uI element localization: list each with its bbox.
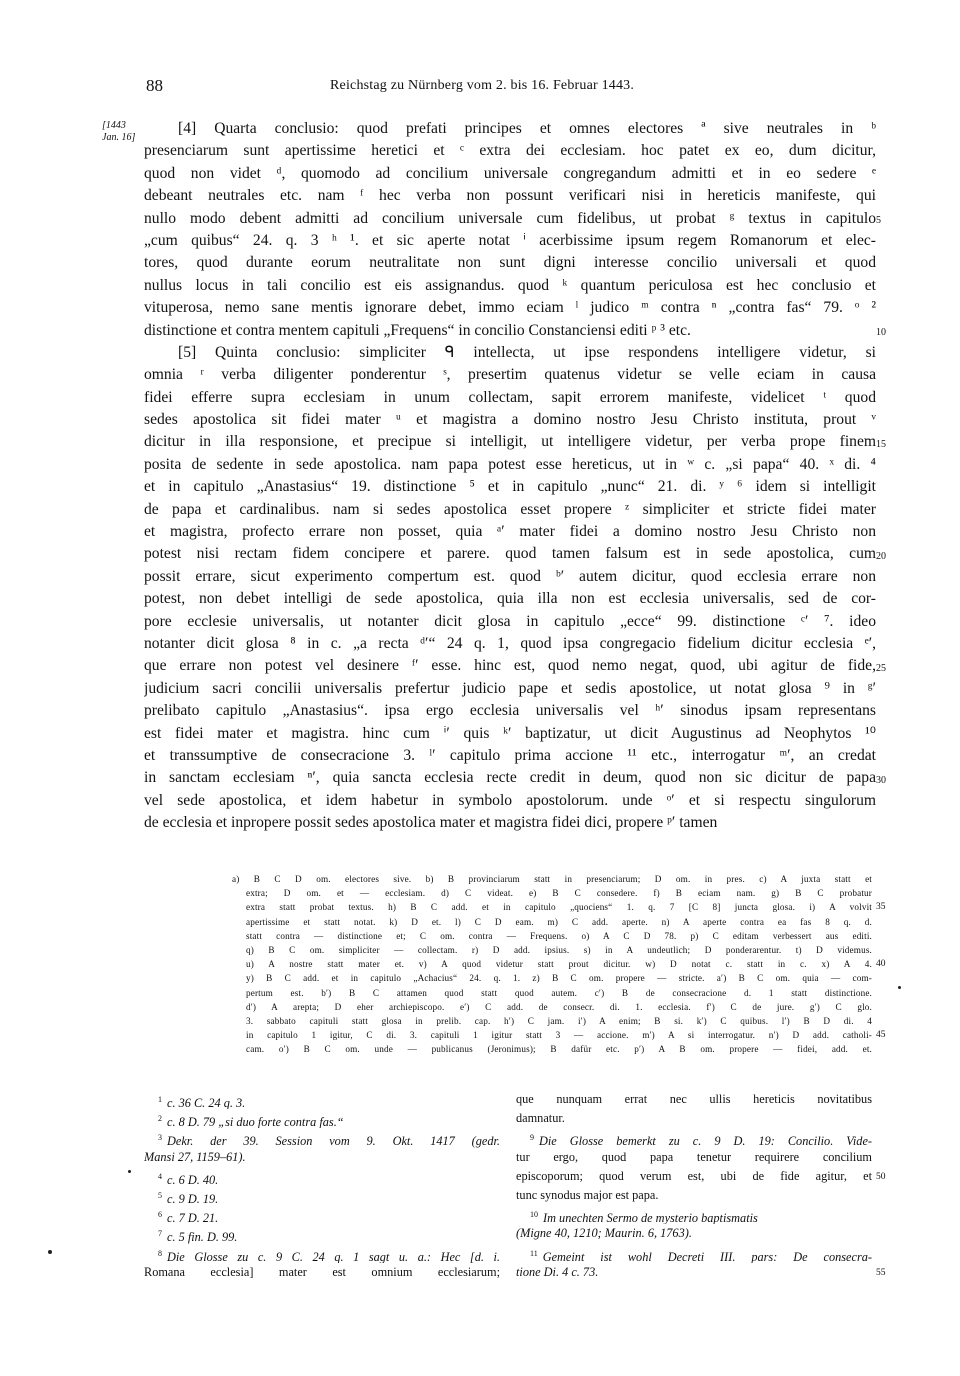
text-line: que errare non potest vel desinere ᶠ′ esse. hinc est, quod nemo negat, quod, ubi agitur de fide, bbox=[144, 657, 876, 675]
footnote-line bbox=[144, 1186, 500, 1205]
line-number: 15 bbox=[876, 438, 886, 450]
footnote-text: Die Glosse zu c. 9 C. 24 q. 1 sagt u. a.: Hec [d. i. bbox=[167, 1249, 500, 1263]
footnote-line bbox=[516, 1109, 872, 1128]
footnote-text: damnatur. bbox=[516, 1111, 565, 1126]
footnote-number: 3 bbox=[158, 1133, 162, 1143]
text-line: est fidei mater et magistra. hinc cum ⁱ′ quis ᵏ′ baptizatur, ut dicit Augustinus ad Neophytos ¹⁰ bbox=[144, 724, 876, 742]
margin-date bbox=[102, 120, 135, 144]
footnote-text: Dekr. der 39. Session vom 9. Okt. 1417 (gedr. bbox=[167, 1134, 500, 1148]
text-line: „cum quibus“ 24. q. 3 ʰ ¹. et sic aperte notat ⁱ acerbissime ipsum regem Romanorum et elec- bbox=[144, 231, 876, 249]
text-line: in sanctam ecclesiam ⁿ′, quia sancta ecclesia recte credit in deum, quod non sic dicitur de papa bbox=[144, 769, 876, 787]
apparatus-line: extra statt probat textus. h) B C add. et in capitulo „quociens“ 1. q. 7 [C 8] juncta glosa. i) A volvit bbox=[246, 902, 872, 913]
footnote-line bbox=[516, 1205, 872, 1224]
text-line: possit errare, sicut experimento compertum est. quod ᵇ′ autem dicitur, quod ecclesia errare non bbox=[144, 567, 876, 585]
scan-speck bbox=[48, 1250, 52, 1254]
footnote-line bbox=[516, 1090, 872, 1109]
footnote-number: 5 bbox=[158, 1190, 162, 1200]
text-line: pore ecclesie universalis, ut notanter dicit glosa in capitulo „ecce“ 99. distinctione ᶜ′ ⁷. ideo bbox=[144, 612, 876, 630]
text-line: fidei efferre supra ecclesiam in unum collectam, sapit errorem manifeste, videlicet ᵗ quod bbox=[144, 388, 876, 406]
line-number: 45 bbox=[876, 1030, 886, 1041]
footnote-text: c. 36 C. 24 q. 3. bbox=[167, 1096, 246, 1110]
footnote-line bbox=[144, 1205, 500, 1224]
footnote-number: 6 bbox=[158, 1210, 162, 1220]
text-line: debeant neutrales etc. nam ᶠ hec verba non possunt verificari nisi in hereticis manifeste, qui bbox=[144, 187, 876, 205]
text-line: potest, non debet intelligi de sede apostolica, quia illa non est ecclesia universalis, sed de cor- bbox=[144, 590, 876, 608]
text-line: notanter dicit glosa ⁸ in c. „a recta ᵈ′“ 24 q. 1, quod ipsa congregacio fidelium dicitur ecclesia ᵉ′, bbox=[144, 634, 876, 652]
apparatus-line: in capitulo 1 igitur, C di. 3. capituli 1 igitur statt 3 — accione. m′) A si interrogatur. n′) D add. catholi- bbox=[246, 1030, 872, 1041]
text-line: omnia ʳ verba diligenter ponderentur ˢ, presertim quatenus videtur se velle eciam in causa bbox=[144, 366, 876, 384]
footnote-line bbox=[144, 1090, 500, 1109]
apparatus-line: extra; D om. et — ecclesiam. d) C videat. e) B C consedere. f) B eciam nam. g) B C probatur bbox=[246, 888, 872, 899]
footnotes-right-column bbox=[516, 1090, 872, 1282]
footnote-line bbox=[516, 1167, 872, 1186]
scan-speck bbox=[898, 986, 901, 989]
footnote-line bbox=[144, 1148, 500, 1167]
text-line: tores, quod durante eorum neutralitate non sunt digni interesse concilio universali et quod bbox=[144, 254, 876, 272]
footnote-number: 4 bbox=[158, 1171, 162, 1181]
text-line: nullus locus in tali concilio est eis assignandus. quod ᵏ quantum periculosa est hec conclusio et bbox=[144, 276, 876, 294]
footnote-text: tione Di. 4 c. 73. bbox=[516, 1264, 599, 1279]
text-line: [4] Quarta conclusio: quod prefati principes et omnes electores ª sive neutrales in ᵇ bbox=[178, 120, 876, 137]
main-text bbox=[144, 118, 876, 835]
footnote-text: Die Glosse bemerkt zu c. 9 D. 19: Concilio. Vide- bbox=[539, 1134, 872, 1148]
text-line: de papa et cardinalibus. nam si sedes apostolica esset propere ᶻ simpliciter et stricte fidei mater bbox=[144, 500, 876, 518]
footnote-line bbox=[516, 1263, 872, 1282]
footnote-number: 11 bbox=[530, 1248, 538, 1258]
text-line: vituperosa, nemo sane mentis ignorare debet, immo eciam ˡ judico ᵐ contra ⁿ „contra fas“ 79. ᵒ ² bbox=[144, 299, 876, 317]
text-line: de ecclesia et inpropere possit sedes apostolica mater et magistra fidei dici, propere ᵖ′ tamen bbox=[144, 814, 718, 832]
text-line: vel sede apostolica, et idem habetur in symbolo apostolorum. unde ᵒ′ et si respectu singulorum bbox=[144, 791, 876, 809]
text-line: et transsumptive de consecracione 3. ˡ′ capitulo prima accione ¹¹ etc., interrogatur ᵐ′, an credat bbox=[144, 746, 876, 764]
critical-apparatus bbox=[232, 872, 872, 1056]
line-number: 50 bbox=[876, 1171, 886, 1182]
line-number: 55 bbox=[876, 1267, 886, 1278]
footnote-text: (Migne 40, 1210; Maurin. 6, 1763). bbox=[516, 1226, 692, 1241]
apparatus-line: cam. o′) B C om. unde — publicanus (Jeronimus); B dafür etc. p′) A B om. propere — fidei, add. et. bbox=[246, 1044, 872, 1055]
text-line: nullo modo debent admitti ad concilium universale cum fidelibus, ut probat ᵍ textus in capitulo bbox=[144, 209, 876, 227]
apparatus-line: y) B C add. et in capitulo „Achacius“ 24. q. 1. z) B C om. propere — stricte. a′) B C om. quia — com- bbox=[246, 973, 872, 984]
footnote-text: Romana ecclesia] mater est omnium ecclesiarum; bbox=[144, 1264, 500, 1279]
footnote-line bbox=[144, 1128, 500, 1147]
footnote-number: 8 bbox=[158, 1248, 162, 1258]
text-line: prelibato capitulo „Anastasius“. ipsa ergo ecclesia universalis vel ʰ′ sinodus ipsam representans bbox=[144, 702, 876, 720]
page-header bbox=[146, 76, 876, 98]
margin-date-year: [1443 bbox=[102, 120, 126, 131]
text-line: et in capitulo „Anastasius“ 19. distinctione ⁵ et in capitulo „nunc“ 21. di. ʸ ⁶ idem si intelligit bbox=[144, 478, 876, 496]
footnote-text: c. 8 D. 79 „si duo forte contra fas.“ bbox=[167, 1115, 344, 1129]
footnote-number: 2 bbox=[158, 1114, 162, 1124]
apparatus-line: a) B C D om. electores sive. b) B provinciarum statt in presenciarum; D om. in pres. c) A juxta statt et bbox=[232, 874, 872, 884]
line-number: 20 bbox=[876, 550, 886, 562]
footnote-line bbox=[516, 1224, 872, 1243]
running-title: Reichstag zu Nürnberg vom 2. bis 16. Februar 1443. bbox=[330, 78, 635, 93]
apparatus-line: statt contra — distinctione et; C om. contra — Frequens. o) A C D 78. p) C editam verbessert aus editi. bbox=[246, 930, 872, 941]
footnote-line bbox=[144, 1109, 500, 1128]
footnote-number: 7 bbox=[158, 1229, 162, 1239]
apparatus-line: apertissime et statt notat. k) D et. l) C D eam. m) C add. aperte. n) A aperte contra ea fas 8 q. d. bbox=[246, 916, 872, 927]
footnote-line bbox=[144, 1167, 500, 1186]
footnote-text: Im unechten Sermo de mysterio baptismatis bbox=[543, 1211, 758, 1225]
text-line: sedes apostolica sit fidei mater ᵘ et magistra a domino nostro Jesu Christo instituta, prout ᵛ bbox=[144, 411, 876, 429]
footnote-text: c. 5 fin. D. 99. bbox=[167, 1230, 238, 1244]
page-number: 88 bbox=[146, 76, 163, 95]
footnote-text: tunc synodus major est papa. bbox=[516, 1187, 659, 1202]
footnote-text: c. 7 D. 21. bbox=[167, 1211, 219, 1225]
footnote-text: que nunquam errat nec ullis hereticis novitatibus bbox=[516, 1092, 872, 1106]
text-line: quod non videt ᵈ, quomodo ad concilium universale congregandum admitti et in eo sedere ᵉ bbox=[144, 164, 876, 182]
apparatus-line: u) A nostre statt mater et. v) A quod videtur statt prout dicitur. w) D notat c. statt in c. x) A 4. bbox=[246, 959, 872, 970]
line-number: 40 bbox=[876, 959, 886, 970]
apparatus-line: 3. sabbato capituli statt glosa in prelib. cap. h′) C jam. i′) A enim; B si. k′) C quibus. l′) B D di. 4 bbox=[246, 1015, 872, 1026]
text-line: distinctione et contra mentem capituli „Frequens“ in concilio Constanciensi editi ᵖ ³ etc. bbox=[144, 321, 691, 339]
footnote-line bbox=[144, 1263, 500, 1282]
text-line: potest nisi rectam fidem concipere et parere. quod tamen falsum est in sede apostolica, cum bbox=[144, 545, 876, 563]
footnote-text: Mansi 27, 1159–61). bbox=[144, 1149, 246, 1164]
footnotes-left-column bbox=[144, 1090, 500, 1282]
line-number: 30 bbox=[876, 774, 886, 786]
apparatus-line: q) B C om. simpliciter — collectam. r) D add. ipsius. s) in A undeutlich; D ponderarentur. t) D videmus. bbox=[246, 944, 872, 955]
footnote-text: tur ergo, quod papa tenetur requirere concilium bbox=[516, 1149, 872, 1164]
line-number: 35 bbox=[876, 902, 886, 913]
footnote-number: 9 bbox=[530, 1133, 534, 1143]
apparatus-line: pertum est. b′) B C attamen quod statt quod autem. c′) B de consecracione d. 1 statt distinctione. bbox=[246, 987, 872, 998]
margin-date-day: Jan. 16] bbox=[102, 132, 136, 143]
text-line: [5] Quinta conclusio: simpliciter ᑫ intellecta, ut ipse respondens intelligere videtur, si bbox=[178, 343, 876, 361]
text-line: et magistra, profecto errare non posset, quia ᵃ′ mater fidei a domino nostro Jesu Christo non bbox=[144, 523, 876, 541]
footnote-line bbox=[516, 1128, 872, 1147]
footnote-line bbox=[516, 1244, 872, 1263]
footnote-number: 10 bbox=[530, 1210, 538, 1220]
text-line: posita de sedente in sede apostolica. nam papa potest esse hereticus, ut in ʷ c. „si papa“ 40. ˣ di. ⁴ bbox=[144, 455, 876, 473]
text-line: judicium sacri concilii universalis prefertur judicio pape et sedis apostolice, ut notat glosa ⁹ in ᵍ′ bbox=[144, 679, 876, 697]
footnote-line bbox=[516, 1186, 872, 1205]
text-line: dicitur in illa responsione, et precipue si intelligit, ut intelligere videtur, per verba prope finem bbox=[144, 433, 876, 451]
footnote-line bbox=[144, 1224, 500, 1243]
text-line: presenciarum sunt apertissime heretici et ᶜ extra dei ecclesiam. hoc patet ex eo, dum dicitur, bbox=[144, 142, 876, 160]
line-number: 10 bbox=[876, 326, 886, 338]
footnote-text: episcoporum; quod verum est, ubi de fide agitur, et bbox=[516, 1168, 872, 1183]
line-number: 5 bbox=[876, 214, 881, 226]
footnote-line bbox=[516, 1148, 872, 1167]
line-number: 25 bbox=[876, 662, 886, 674]
footnote-text: Gemeint ist wohl Decreti III. pars: De consecra- bbox=[542, 1249, 872, 1263]
footnote-text: c. 9 D. 19. bbox=[167, 1192, 219, 1206]
footnote-number: 1 bbox=[158, 1095, 162, 1104]
footnote-text: c. 6 D. 40. bbox=[167, 1172, 219, 1186]
apparatus-line: d′) A arepta; D eher archiepiscopo. e′) C add. de consecr. di. 1. ecclesia. f′) C de jure. g′) C glo. bbox=[246, 1001, 872, 1012]
scan-speck bbox=[128, 1170, 131, 1173]
footnote-line bbox=[144, 1244, 500, 1263]
